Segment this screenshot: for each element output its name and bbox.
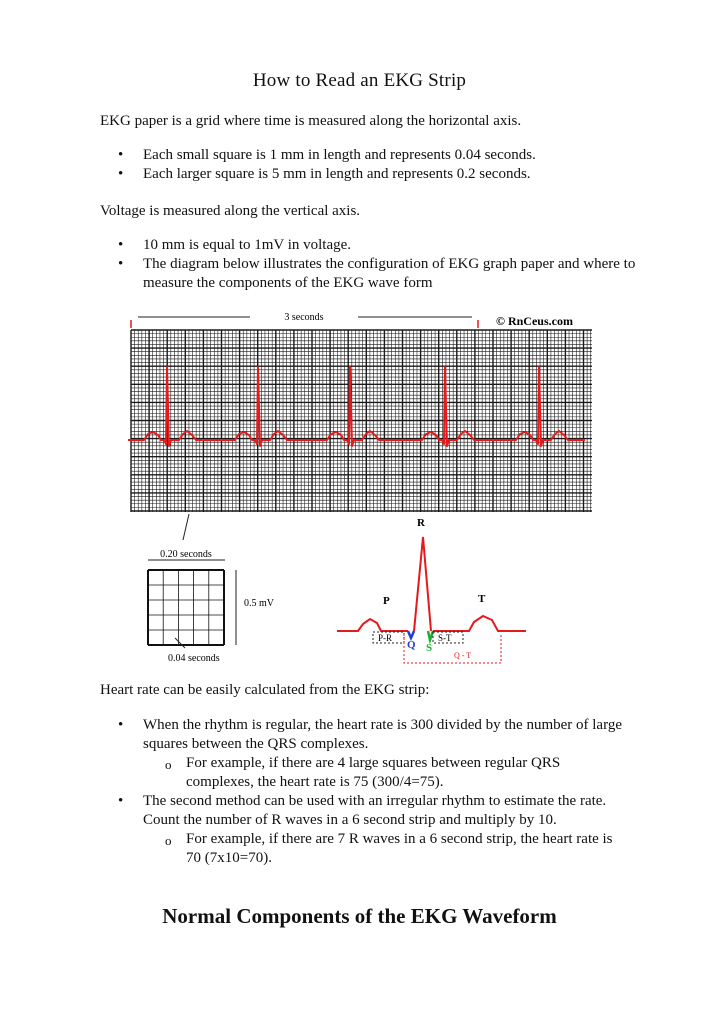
p-wave-label: P bbox=[383, 595, 390, 607]
voltage-bullet-list bbox=[118, 236, 638, 293]
t-wave-label: T bbox=[478, 593, 486, 605]
pr-interval-label: P-R bbox=[378, 633, 393, 643]
section-heading: Normal Components of the EKG Waveform bbox=[162, 904, 557, 928]
big-square-grid bbox=[148, 570, 224, 645]
q-wave-label: Q bbox=[407, 639, 416, 651]
bullet-glyph: • bbox=[118, 793, 124, 809]
page-title: How to Read an EKG Strip bbox=[252, 70, 467, 91]
s-wave-segment bbox=[428, 631, 433, 640]
time-bullet-text: Each larger square is 5 mm in length and represents 0.2 seconds. bbox=[143, 166, 531, 182]
list-item bbox=[118, 165, 638, 184]
list-item bbox=[118, 716, 623, 792]
small-square-time-label: 0.04 seconds bbox=[168, 653, 220, 664]
list-item bbox=[143, 754, 623, 792]
voltage-paragraph: Voltage is measured along the vertical axis. bbox=[100, 203, 361, 219]
bullet-glyph: • bbox=[118, 166, 124, 182]
heart-rate-bullet-text: When the rhythm is regular, the heart rate is 300 divided by the number of large squares between the QRS complexes. bbox=[143, 717, 622, 752]
st-t-waveform bbox=[433, 616, 526, 631]
sub-list bbox=[143, 830, 623, 868]
pointer-line bbox=[183, 514, 189, 540]
bullet-glyph: • bbox=[118, 717, 124, 733]
small-square-pointer bbox=[175, 638, 185, 648]
list-item bbox=[118, 792, 623, 868]
heart-rate-example-text: For example, if there are 4 large squares between regular QRS complexes, the heart rate is 75 (300/4=75). bbox=[186, 755, 561, 790]
ekg-trace bbox=[128, 367, 585, 446]
bullet-glyph: • bbox=[118, 147, 124, 163]
ekg-grid-paper bbox=[131, 330, 592, 512]
qt-interval-label: Q - T bbox=[454, 651, 472, 660]
big-square-voltage-label: 0.5 mV bbox=[244, 598, 274, 609]
strip-length-label: 3 seconds bbox=[284, 312, 324, 323]
heart-rate-example-text: For example, if there are 7 R waves in a 6 second strip, the heart rate is 70 (7x10=70). bbox=[186, 831, 613, 866]
heart-rate-bullet-list bbox=[118, 716, 623, 868]
intro-paragraph: EKG paper is a grid where time is measured along the horizontal axis. bbox=[100, 113, 522, 129]
copyright-label: © RnCeus.com bbox=[496, 314, 573, 328]
big-square-time-label: 0.20 seconds bbox=[160, 549, 212, 560]
list-item bbox=[118, 146, 638, 165]
heart-rate-bullet-text: The second method can be used with an irregular rhythm to estimate the rate. Count the number of R waves in a 6 second strip and multiply by 10. bbox=[143, 793, 607, 828]
heart-rate-paragraph: Heart rate can be easily calculated from the EKG strip: bbox=[100, 682, 430, 698]
pqrst-baseline-waveform bbox=[337, 619, 408, 631]
list-item bbox=[143, 830, 623, 868]
st-segment-label: S-T bbox=[438, 633, 452, 643]
voltage-bullet-text: The diagram below illustrates the configuration of EKG graph paper and where to measure the components of the EKG wave form bbox=[143, 256, 636, 291]
list-item bbox=[118, 255, 638, 293]
voltage-bullet-text: 10 mm is equal to 1mV in voltage. bbox=[143, 237, 352, 253]
r-wave-segment bbox=[414, 537, 431, 631]
sub-list bbox=[143, 754, 623, 792]
r-wave-label: R bbox=[417, 517, 425, 529]
bullet-glyph: • bbox=[118, 237, 124, 253]
list-item bbox=[118, 236, 638, 255]
bullet-glyph: • bbox=[118, 256, 124, 272]
s-wave-label: S bbox=[426, 642, 433, 654]
qt-interval-marker bbox=[404, 634, 501, 663]
sub-bullet-glyph: o bbox=[165, 757, 172, 772]
sub-bullet-glyph: o bbox=[165, 833, 172, 848]
time-bullet-list bbox=[118, 146, 638, 184]
time-bullet-text: Each small square is 1 mm in length and represents 0.04 seconds. bbox=[143, 147, 536, 163]
ekg-diagram bbox=[0, 300, 719, 670]
q-wave-segment bbox=[408, 631, 414, 638]
